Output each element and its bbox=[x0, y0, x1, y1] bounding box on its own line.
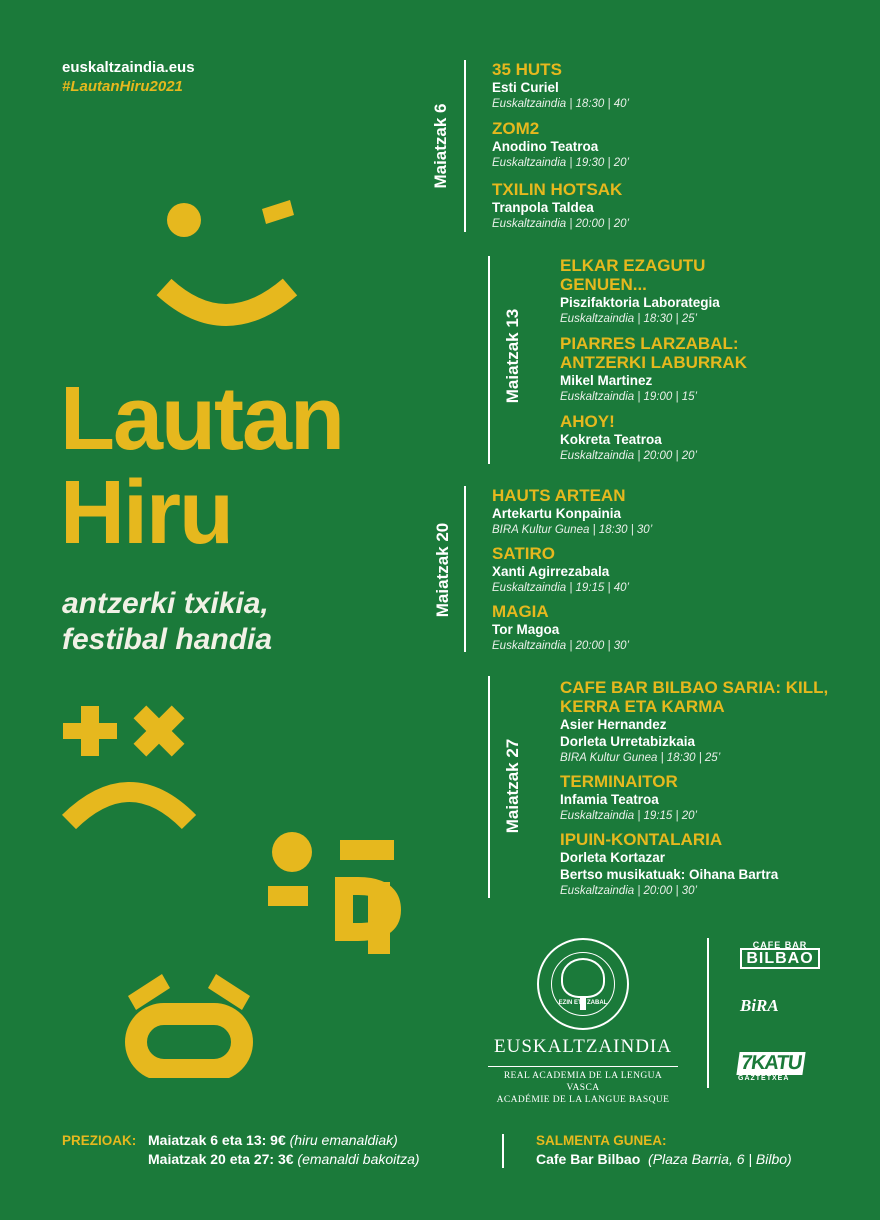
schedule-event bbox=[492, 180, 629, 233]
seal-icon bbox=[537, 938, 629, 1030]
organizer-subtitle-fr: ACADÉMIE DE LA LANGUE BASQUE bbox=[496, 1095, 670, 1105]
event-details: BIRA Kultur Gunea | 18:30 | 30’ bbox=[492, 524, 653, 536]
event-performer: Infamia Teatroa bbox=[560, 792, 659, 807]
cafe-bar-bilbao-logo bbox=[738, 940, 822, 968]
organizer-name: EUSKALTZAINDIA bbox=[494, 1036, 672, 1057]
event-details: Euskaltzaindia | 19:00 | 15’ bbox=[560, 391, 698, 403]
cafe-bar-label: CAFE BAR bbox=[752, 940, 808, 950]
event-performer: Dorleta Urretabizkaia bbox=[560, 734, 696, 749]
event-details: Euskaltzaindia | 20:00 | 30’ bbox=[560, 885, 698, 897]
schedule-event bbox=[492, 60, 629, 113]
event-performer: Esti Curiel bbox=[492, 80, 559, 95]
prices-heading: PREZIOAK: bbox=[62, 1133, 137, 1148]
schedule-event bbox=[492, 602, 629, 655]
schedule-event bbox=[492, 119, 629, 172]
event-performer: Dorleta Kortazar bbox=[560, 850, 666, 865]
event-performer: Kokreta Teatroa bbox=[560, 432, 662, 447]
7katu-label: 7KATU bbox=[736, 1052, 805, 1075]
event-subtitle bbox=[62, 586, 272, 658]
event-name: TERMINAITOR bbox=[560, 772, 678, 791]
organizer-subtitle bbox=[488, 1066, 678, 1106]
schedule-event bbox=[560, 334, 800, 406]
event-performer: Asier Hernandez bbox=[560, 717, 667, 732]
event-performer: Tranpola Taldea bbox=[492, 200, 594, 215]
price-line-1 bbox=[148, 1131, 420, 1150]
event-details: Euskaltzaindia | 18:30 | 25’ bbox=[560, 313, 698, 325]
logo-divider bbox=[707, 938, 709, 1088]
bilbao-label: BILBAO bbox=[740, 948, 819, 969]
prices bbox=[148, 1131, 420, 1169]
event-performer: Piszifaktoria Laborategia bbox=[560, 295, 720, 310]
event-performer: Artekartu Konpainia bbox=[492, 506, 622, 521]
price-2-note: (emanaldi bakoitza) bbox=[297, 1151, 420, 1167]
date-label: Maiatzak 27 bbox=[503, 738, 522, 834]
hashtag: #LautanHiru2021 bbox=[62, 78, 183, 95]
event-details: Euskaltzaindia | 19:30 | 20’ bbox=[492, 157, 630, 169]
event-performer: Bertso musikatuak: Oihana Bartra bbox=[560, 867, 779, 882]
schedule-event bbox=[560, 678, 830, 767]
7katu-logo bbox=[738, 1052, 822, 1082]
event-details: Euskaltzaindia | 20:00 | 20’ bbox=[492, 218, 630, 230]
website-link[interactable]: euskaltzaindia.eus bbox=[62, 59, 195, 76]
event-name: SATIRO bbox=[492, 544, 555, 563]
footer-divider bbox=[502, 1134, 504, 1168]
organizer-subtitle-es: REAL ACADEMIA DE LA LENGUA VASCA bbox=[503, 1071, 663, 1093]
sales-point bbox=[536, 1131, 792, 1169]
event-name: IPUIN-KONTALARIA bbox=[560, 830, 723, 849]
schedule-event bbox=[492, 486, 652, 539]
event-name: 35 HUTS bbox=[492, 60, 562, 79]
event-details: BIRA Kultur Gunea | 18:30 | 25’ bbox=[560, 752, 721, 764]
price-line-2 bbox=[148, 1150, 420, 1169]
event-name: ZOM2 bbox=[492, 119, 540, 138]
price-1: Maiatzak 6 eta 13: 9€ bbox=[148, 1132, 286, 1148]
wink-face-icon bbox=[150, 195, 310, 335]
subtitle-line-1: antzerki txikia, bbox=[62, 587, 269, 620]
date-label: Maiatzak 6 bbox=[431, 103, 450, 189]
event-name: PIARRES LARZABAL: ANTZERKI LABURRAK bbox=[560, 334, 747, 372]
bira-logo bbox=[740, 996, 779, 1016]
price-2: Maiatzak 20 eta 27: 3€ bbox=[148, 1151, 294, 1167]
event-details: Euskaltzaindia | 19:15 | 40’ bbox=[492, 582, 630, 594]
date-label: Maiatzak 13 bbox=[503, 308, 522, 404]
event-name: TXILIN HOTSAK bbox=[492, 180, 623, 199]
sales-place: Cafe Bar Bilbao bbox=[536, 1151, 641, 1167]
tree-icon bbox=[561, 958, 605, 998]
event-performer: Tor Magoa bbox=[492, 622, 560, 637]
seal-motto: EZIN ETA ZABAL bbox=[558, 1000, 608, 1006]
event-name: CAFE BAR BILBAO SARIA: KILL, KERRA ETA KARMA bbox=[560, 678, 829, 716]
event-performer: Xanti Agirrezabala bbox=[492, 564, 610, 579]
schedule-event bbox=[560, 256, 770, 328]
event-details: Euskaltzaindia | 18:30 | 40’ bbox=[492, 98, 630, 110]
schedule-event bbox=[492, 544, 629, 597]
price-1-note: (hiru emanaldiak) bbox=[289, 1132, 398, 1148]
gaztetxea-label: GAZTETXEA bbox=[738, 1075, 790, 1082]
event-name: AHOY! bbox=[560, 412, 615, 431]
event-details: Euskaltzaindia | 19:15 | 20’ bbox=[560, 810, 698, 822]
event-performer: Anodino Teatroa bbox=[492, 139, 599, 154]
tongue-face-icon bbox=[262, 830, 402, 960]
prices-label bbox=[62, 1131, 136, 1150]
event-details: Euskaltzaindia | 20:00 | 30’ bbox=[492, 640, 630, 652]
schedule-event bbox=[560, 830, 778, 900]
event-performer: Mikel Martinez bbox=[560, 373, 653, 388]
title-line-1: Lautan bbox=[60, 369, 344, 469]
subtitle-line-2: festibal handia bbox=[62, 623, 273, 656]
event-title bbox=[60, 369, 344, 563]
event-name: HAUTS ARTEAN bbox=[492, 486, 626, 505]
grimace-face-icon bbox=[55, 700, 205, 840]
sales-address: (Plaza Barria, 6 | Bilbo) bbox=[648, 1151, 792, 1167]
event-name: MAGIA bbox=[492, 602, 549, 621]
surprised-face-icon bbox=[120, 958, 260, 1078]
euskaltzaindia-logo bbox=[488, 938, 678, 1106]
event-details: Euskaltzaindia | 20:00 | 20’ bbox=[560, 450, 698, 462]
event-name: ELKAR EZAGUTU GENUEN... bbox=[560, 256, 706, 294]
date-label: Maiatzak 20 bbox=[433, 522, 452, 618]
bira-label: BiRA bbox=[740, 996, 779, 1015]
schedule-event bbox=[560, 412, 697, 465]
sales-heading: SALMENTA GUNEA: bbox=[536, 1133, 667, 1148]
header bbox=[62, 58, 195, 96]
schedule-event bbox=[560, 772, 697, 825]
title-line-2: Hiru bbox=[60, 463, 232, 563]
